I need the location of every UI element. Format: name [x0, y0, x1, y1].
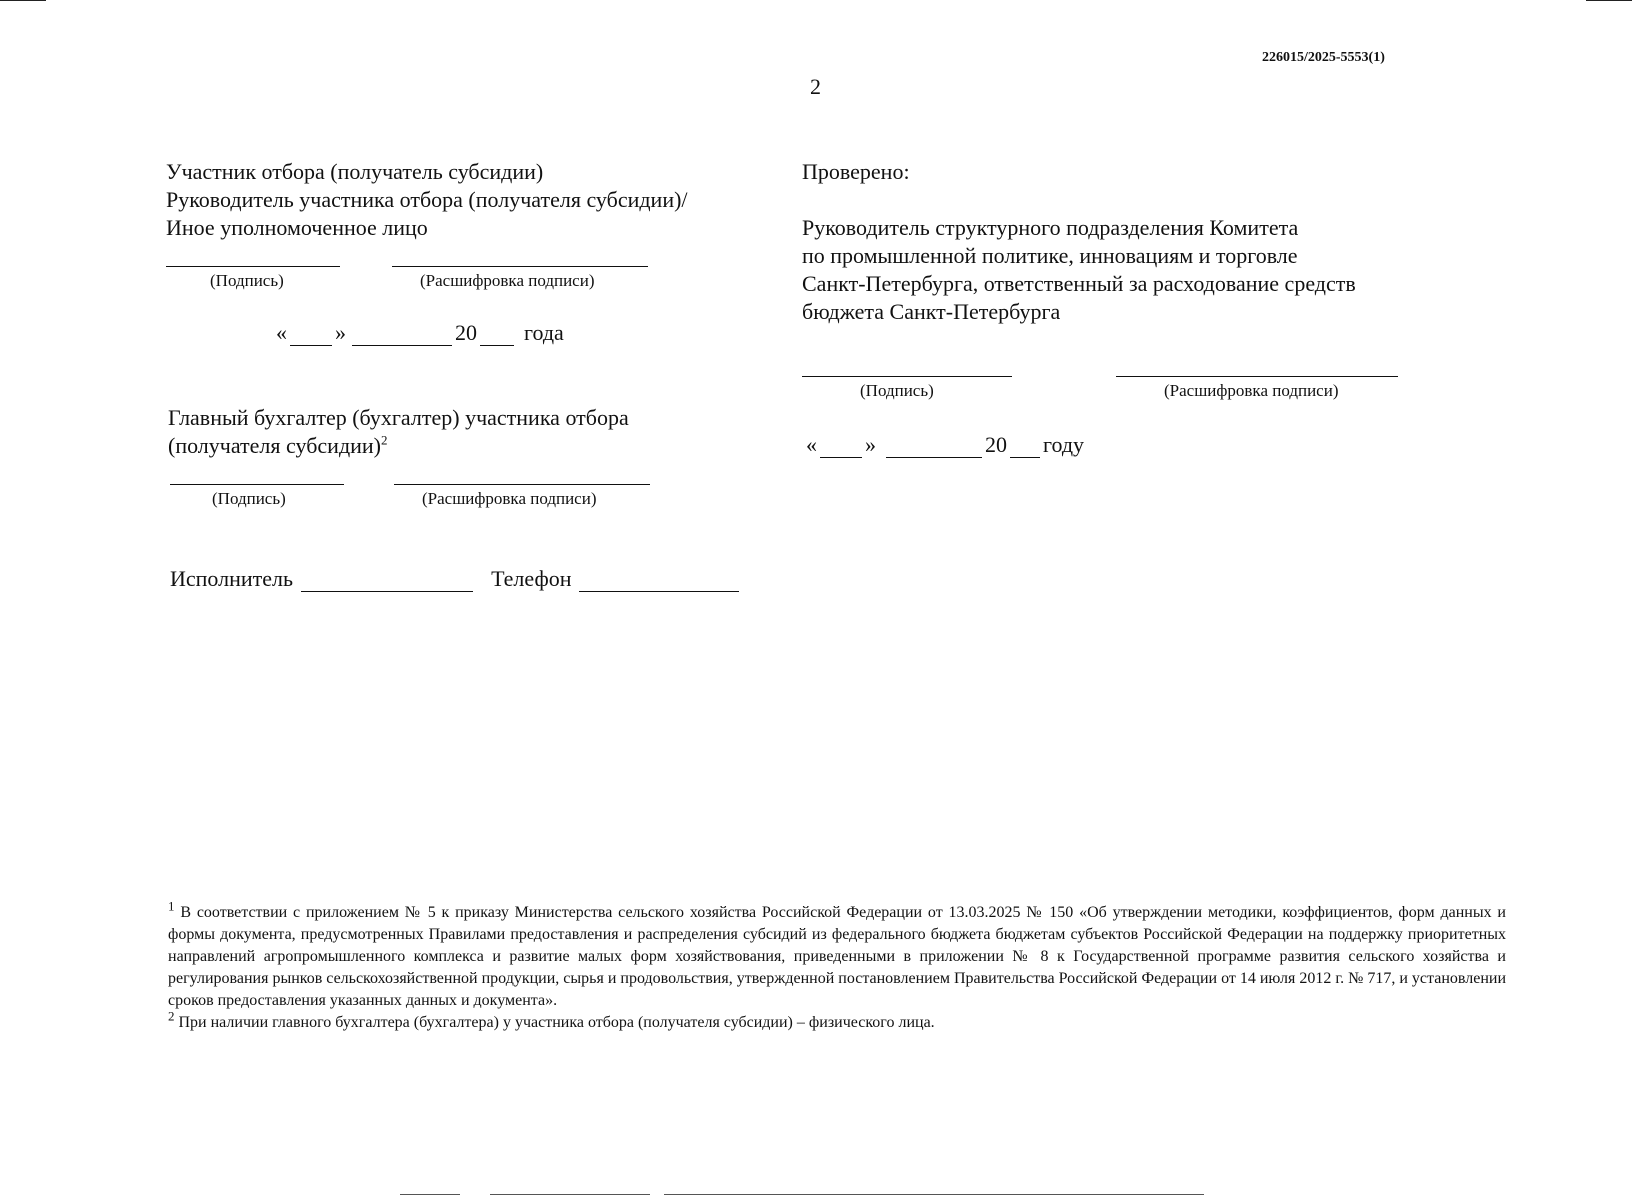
page-number: 2 — [810, 74, 821, 99]
scan-edge-bottom-3 — [664, 1194, 1204, 1195]
committee-date-line — [806, 432, 1084, 458]
footnotes — [168, 898, 1506, 1034]
scan-edge-bottom-2 — [490, 1194, 650, 1195]
participant-block — [166, 158, 688, 242]
committee-head-line-3: Санкт-Петербурга, ответственный за расходование средств — [802, 271, 1356, 296]
accountant-decode-line — [394, 484, 650, 485]
accountant-signature-line — [170, 484, 344, 485]
committee-decode-line — [1116, 376, 1398, 377]
footnote-1-text: В соответствии с приложением № 5 к приказу Министерства сельского хозяйства Российской Федерации от 13.03.2025 № 150 «Об утверждении методики, коэффициентов, форм данных и формы документа, предусмотренных Правилами предоставления и распределения субсидий из федерального бюджета бюджетам субъектов Российской Федерации на поддержку приоритетных направлений агропромышленного комплекса и развитие малых форм хозяйствования, приведенными в приложении № 8 к Государственной программе развития сельского хозяйства и регулирования рынков сельскохозяйственной продукции, сырья и продовольствия, утвержденной постановлением Правительства Российской Федерации от 14 июля 2012 г. № 717, и установлении сроков предоставления указанных данных и документа». — [168, 904, 1506, 1009]
committee-signature-caption: (Подпись) — [860, 381, 934, 400]
date-year-prefix: 20 — [985, 432, 1007, 457]
committee-head-line-4: бюджета Санкт-Петербурга — [802, 299, 1061, 324]
document-id: 226015/2025-5553(1) — [1262, 50, 1385, 65]
committee-decode-caption: (Расшифровка подписи) — [1164, 381, 1339, 400]
committee-signature-line — [802, 376, 1012, 377]
participant-decode-line — [392, 266, 648, 267]
accountant-signature-caption: (Подпись) — [212, 489, 286, 508]
footnote-2 — [168, 1008, 1506, 1034]
accountant-decode-caption: (Расшифровка подписи) — [422, 489, 597, 508]
footnote-2-text: При наличии главного бухгалтера (бухгалтера) у участника отбора (получателя субсидии) – физического лица. — [174, 1014, 935, 1031]
date-suffix: года — [524, 320, 564, 345]
date-year-blank — [1010, 437, 1040, 458]
committee-head-line-1: Руководитель структурного подразделения Комитета — [802, 215, 1299, 240]
scan-edge-top-left — [0, 0, 46, 1]
accountant-block — [168, 404, 629, 460]
date-day-blank — [820, 437, 862, 458]
date-year-prefix: 20 — [455, 320, 477, 345]
participant-head-line: Руководитель участника отбора (получателя субсидии)/ — [166, 187, 688, 212]
footnote-2-mark: 2 — [168, 1008, 175, 1024]
date-close-quote: » — [865, 432, 876, 457]
executor-blank — [301, 571, 473, 592]
footnote-1-mark: 1 — [168, 898, 175, 914]
date-close-quote: » — [335, 320, 346, 345]
phone-blank — [579, 571, 739, 592]
participant-authorized-line: Иное уполномоченное лицо — [166, 215, 428, 240]
footnote-1 — [168, 898, 1506, 1012]
executor-label: Исполнитель — [170, 566, 294, 591]
accountant-line-1: Главный бухгалтер (бухгалтер) участника отбора — [168, 405, 629, 430]
participant-signature-caption: (Подпись) — [210, 271, 284, 290]
participant-decode-caption: (Расшифровка подписи) — [420, 271, 595, 290]
date-day-blank — [290, 325, 332, 346]
accountant-line-2: (получателя субсидии)$^2$ — [168, 432, 388, 458]
date-month-blank — [886, 437, 982, 458]
participant-date-line — [276, 320, 564, 346]
scan-edge-top-right — [1586, 0, 1632, 1]
date-open-quote: « — [806, 432, 817, 457]
scan-edge-bottom-1 — [400, 1194, 460, 1195]
executor-phone-line — [170, 566, 742, 592]
committee-head-block — [802, 214, 1356, 326]
checked-label: Проверено: — [802, 159, 910, 184]
committee-head-line-2: по промышленной политике, инновациям и торговле — [802, 243, 1298, 268]
participant-signature-line — [166, 266, 340, 267]
participant-line: Участник отбора (получатель субсидии) — [166, 159, 544, 184]
date-open-quote: « — [276, 320, 287, 345]
date-month-blank — [352, 325, 452, 346]
footnote-ref-2: 2 — [381, 432, 388, 448]
date-suffix: году — [1043, 432, 1085, 457]
phone-label: Телефон — [491, 566, 572, 591]
date-year-blank — [480, 325, 514, 346]
